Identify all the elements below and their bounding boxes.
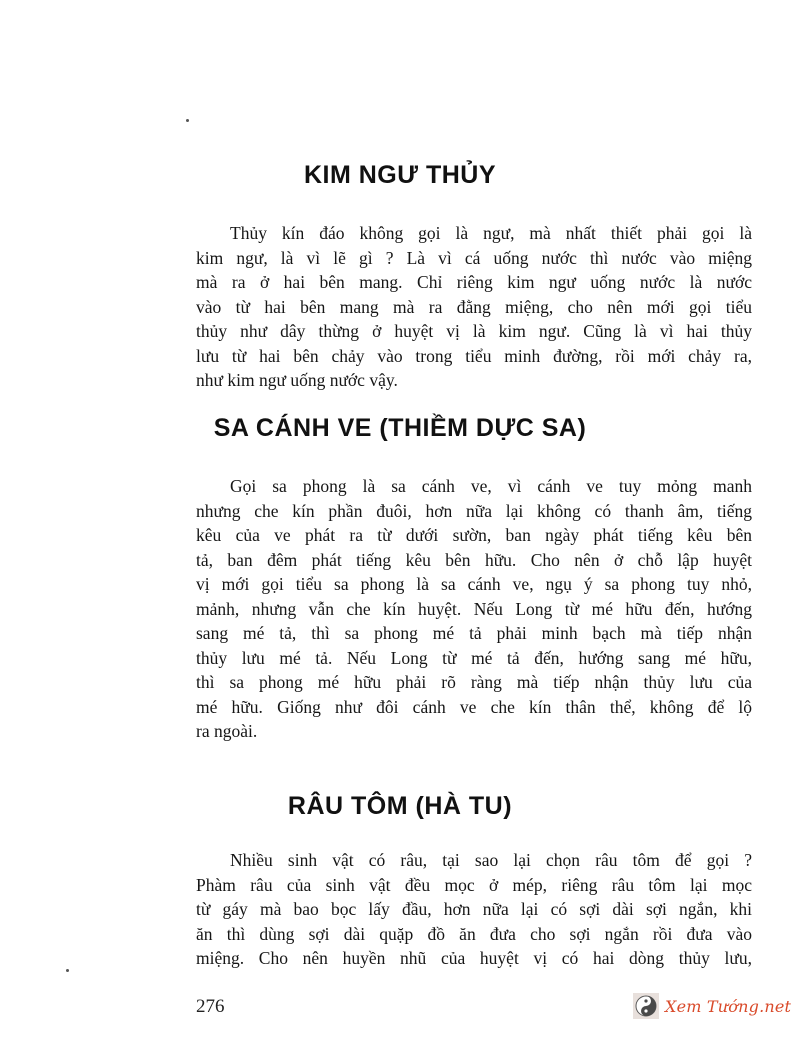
text-line: kim ngư, là vì lẽ gì ? Là vì cá uống nước thì nước vào miệng [196, 247, 752, 268]
scan-speck [186, 119, 189, 122]
text-line: Thủy kín đáo không gọi là ngư, mà nhất thiết phải gọi là [230, 223, 752, 243]
text-line: mà ra ở hai bên mang. Chỉ riêng kim ngư uống nước là nước [196, 272, 752, 292]
text-line: lưu từ hai bên chảy vào trong tiểu minh đường, rồi mới chảy ra, [196, 345, 752, 366]
section-heading-sa-canh-ve: SA CÁNH VE (THIỀM DỰC SA) [213, 414, 587, 442]
section-heading-rau-tom: RÂU TÔM (HÀ TU) [287, 792, 513, 820]
text-line: nhưng che kín phần đuôi, hơn nữa lại không có thanh âm, tiếng [196, 500, 752, 521]
text-line: từ gáy mà bao bọc lấy đầu, hơn nữa lại có sợi dài sợi ngắn, khi [196, 899, 752, 919]
text-line: như kim ngư uống nước vậy. [196, 370, 398, 390]
text-line: ăn thì dùng sợi dài quặp đồ ăn đưa cho sợi ngắn rồi đưa vào [196, 923, 752, 944]
yin-yang-icon [633, 993, 659, 1019]
section-paragraph-rau-tom [196, 848, 752, 971]
scan-speck [66, 969, 69, 972]
section-heading-kim-ngu-thuy: KIM NGƯ THỦY [303, 161, 496, 189]
text-line: kêu của ve phát ra từ dưới sườn, ban ngày phát tiếng kêu bên [196, 525, 752, 545]
text-line: thủy như dây thừng ở huyệt vị là kim ngư. Cũng là vì hai thủy [196, 321, 752, 341]
page-number: 276 [196, 996, 225, 1017]
section-paragraph-sa-canh-ve [196, 474, 752, 744]
site-watermark [633, 991, 791, 1021]
watermark-text: Xem Tướng.net [665, 996, 792, 1016]
text-line: thủy lưu mé tả. Nếu Long từ mé tả đến, hướng sang mé hữu, [196, 647, 752, 668]
text-line: miệng. Cho nên huyền nhũ của huyệt vị có hai dòng thủy lưu, [196, 948, 752, 968]
text-line: Nhiều sinh vật có râu, tại sao lại chọn râu tôm để gọi ? [230, 850, 752, 870]
text-line: thì sa phong mé hữu phải rõ ràng mà tiếp nhận thủy lưu của [196, 672, 752, 692]
text-line: vị mới gọi tiểu sa phong là sa cánh ve, ngụ ý sa phong tuy nhỏ, [196, 574, 752, 594]
text-line: Gọi sa phong là sa cánh ve, vì cánh ve tuy mỏng manh [230, 476, 752, 496]
text-line: Phàm râu của sinh vật đều mọc ở mép, riêng râu tôm lại mọc [196, 874, 752, 895]
text-line: sang mé tả, thì sa phong mé tả phải minh bạch mà tiếp nhận [196, 623, 752, 643]
section-paragraph-kim-ngu-thuy [196, 221, 752, 393]
text-line: mảnh, nhưng vẫn che kín huyệt. Nếu Long từ mé hữu đến, hướng [196, 598, 752, 619]
text-line: mé hữu. Giống như đôi cánh ve che kín thân thể, không để lộ [196, 696, 752, 717]
text-line: vào từ hai bên mang mà ra đằng miệng, cho nên mới gọi tiểu [196, 296, 752, 317]
text-line: ra ngoài. [196, 721, 258, 741]
text-line: tả, ban đêm phát tiếng kêu bên hữu. Cho nên ở chỗ lập huyệt [196, 549, 752, 570]
